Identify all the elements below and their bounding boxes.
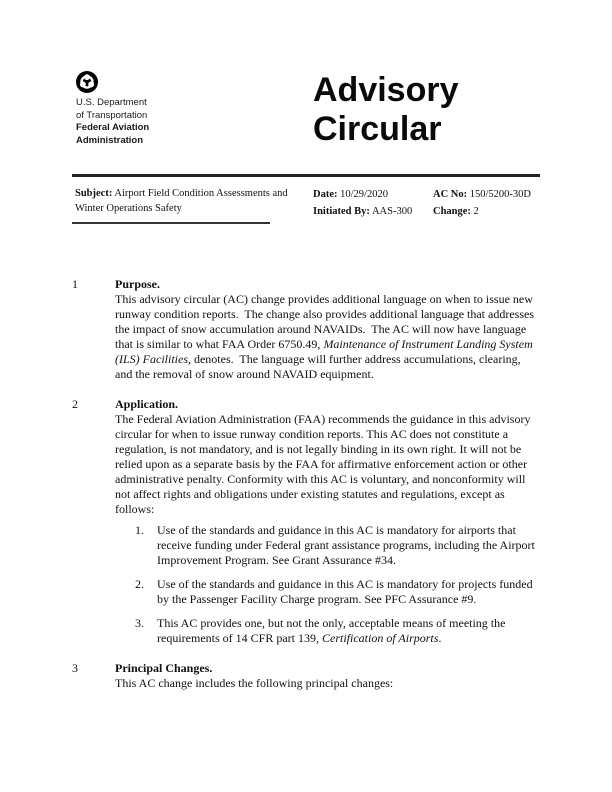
section-paragraph: This AC change includes the following principal changes: <box>115 676 394 690</box>
agency-line: U.S. Department <box>76 97 147 108</box>
agency-name-block <box>76 97 149 147</box>
ac-no-value: 150/5200-30D <box>469 189 531 200</box>
ac-number-block <box>433 186 545 220</box>
initiated-by-row <box>313 203 431 220</box>
text-run: . <box>438 631 442 645</box>
document-title-line2: Circular <box>313 110 442 148</box>
subject-value: Airport Field Condition Assessments and Winter Operations Safety <box>75 188 288 214</box>
italic-text-run: Certification of Airports <box>321 631 439 645</box>
ac-no-label: AC No: <box>433 189 468 200</box>
change-row <box>433 203 545 220</box>
list-item-number: 3. <box>135 616 144 630</box>
subject-underline <box>72 222 270 224</box>
change-value: 2 <box>473 206 479 217</box>
ac-no-row <box>433 186 545 203</box>
agency-line: Administration <box>76 134 144 146</box>
section-paragraph: The Federal Aviation Administration (FAA) recommends the guidance in this advisory circular for when to issue runway condition reports. This AC does not constitute a regulation, is not mandatory, and is not legally binding in its own right. It will not be relied upon as a separate basis by the FAA for affirmative enforcement action or other administrative penalty. Conformity with this AC is voluntary, and nonconformity will not affect rights and obligations under existing statutes and regulations, except as follows: <box>115 412 534 516</box>
text-run: , denotes. The language will further address accumulations, clearing, and the removal of snow around NAVAID equipment. <box>115 352 524 381</box>
initiated-by-label: Initiated By: <box>313 206 370 217</box>
date-label: Date: <box>313 189 338 200</box>
list-item <box>135 523 540 568</box>
section-heading: Principal Changes. <box>115 661 213 675</box>
italic-text-run: Maintenance of Instrument Landing System (ILS) Facilities <box>115 337 536 366</box>
header-rule <box>72 174 540 177</box>
section-content <box>115 661 540 691</box>
subject-label: Subject: <box>75 188 113 199</box>
section-number: 1 <box>72 277 78 291</box>
us-dot-triskelion-logo-icon <box>76 71 98 93</box>
section-content <box>115 277 540 382</box>
text-run: This AC provides one, but not the only, acceptable means of meeting the requirements of 14 CFR part 139, <box>157 616 509 645</box>
list-item-number: 2. <box>135 577 144 591</box>
section-number: 2 <box>72 397 78 411</box>
date-value: 10/29/2020 <box>340 189 388 200</box>
section-content <box>115 397 540 646</box>
agency-line: of Transportation <box>76 109 148 121</box>
dot-logo-block <box>76 71 226 93</box>
section-number: 3 <box>72 661 78 675</box>
document-title <box>313 71 459 149</box>
change-label: Change: <box>433 206 471 217</box>
list-item-text <box>157 616 540 646</box>
section-heading: Application. <box>115 397 179 411</box>
list-item <box>135 616 540 646</box>
numbered-list <box>135 523 540 646</box>
section-purpose <box>72 277 540 382</box>
section-paragraph <box>115 292 540 382</box>
agency-line: Federal Aviation <box>76 122 150 133</box>
section-application <box>72 397 540 646</box>
section-principal-changes <box>72 661 540 691</box>
document-title-line1: Advisory <box>313 71 459 109</box>
section-heading: Purpose. <box>115 277 160 291</box>
document-body <box>72 277 540 691</box>
date-row <box>313 186 431 203</box>
text-run: This advisory circular (AC) change provides additional language on when to issue new runway condition reports. The change also provides additional language that addresses the impact of snow accumulation around NAVAIDs. The AC will now have language that is similar to what FAA Order 6750.49, <box>115 292 537 351</box>
initiated-by-value: AAS-300 <box>371 206 413 217</box>
list-item <box>135 577 540 607</box>
subject-block <box>75 186 313 216</box>
list-item-number: 1. <box>135 523 144 537</box>
date-initiated-block <box>313 186 431 220</box>
list-item-text: Use of the standards and guidance in this AC is mandatory for projects funded by the Passenger Facility Charge program. See PFC Assurance #9. <box>157 577 536 606</box>
list-item-text: Use of the standards and guidance in this AC is mandatory for airports that receive funding under Federal grant assistance programs, including the Airport Improvement Program. See Grant Assurance #34. <box>157 523 538 567</box>
